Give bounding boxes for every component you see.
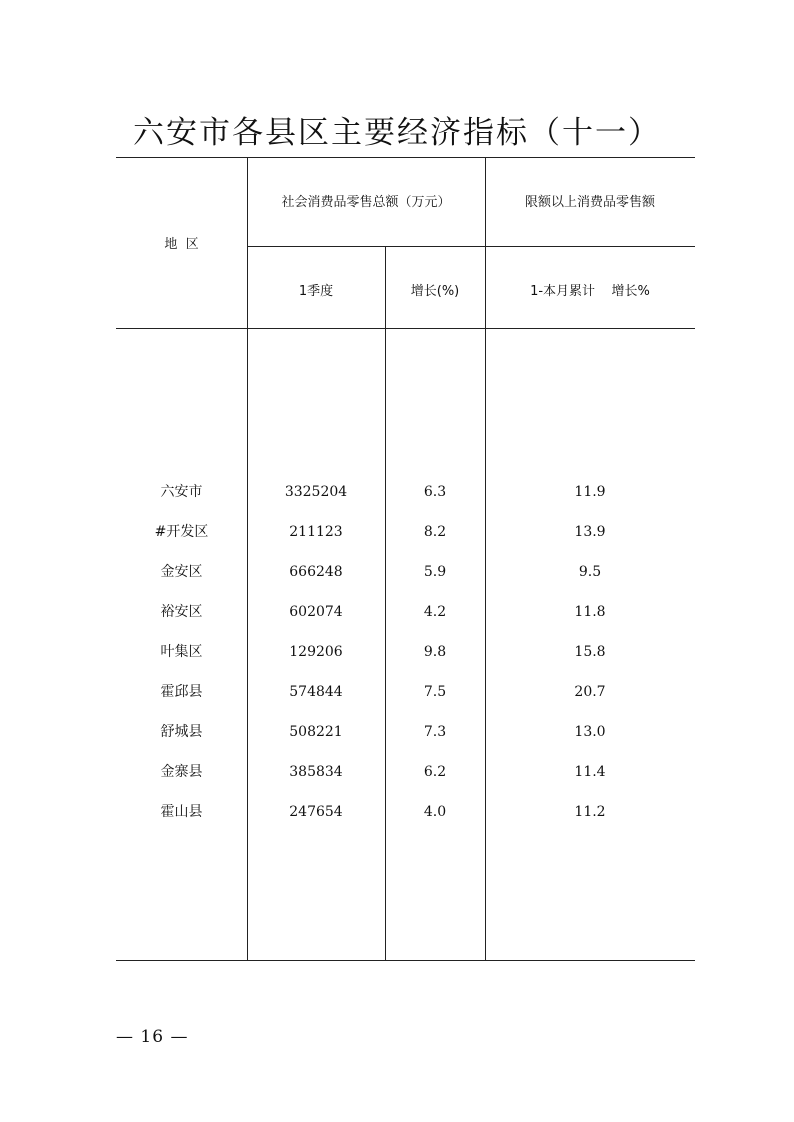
cell-cum-growth: 11.9 — [574, 484, 606, 500]
cell-region: #开发区 — [154, 524, 209, 540]
cell-q1: 129206 — [289, 644, 343, 660]
cell-cum-growth: 20.7 — [574, 684, 606, 700]
cell-q1: 574844 — [289, 684, 343, 700]
cell-region: 霍山县 — [160, 804, 203, 820]
table-bottom-border — [116, 960, 695, 961]
header-bottom-border — [116, 328, 695, 329]
cell-cum-growth: 11.2 — [574, 804, 606, 820]
column-divider-growth — [485, 157, 486, 961]
header-region: 地 区 — [164, 237, 199, 252]
cell-region: 叶集区 — [160, 644, 203, 660]
cell-growth: 4.2 — [423, 604, 447, 620]
header-q1: 1季度 — [298, 284, 334, 299]
column-divider-region — [247, 157, 248, 961]
cell-growth: 6.2 — [423, 764, 447, 780]
page-title: 六安市各县区主要经济指标（十一） — [133, 115, 661, 151]
header-retail-total: 社会消费品零售总额（万元） — [281, 195, 451, 210]
cell-growth: 4.0 — [423, 804, 447, 820]
cell-cum-growth: 15.8 — [574, 644, 606, 660]
cell-growth: 7.3 — [423, 724, 447, 740]
cell-region: 霍邱县 — [160, 684, 203, 700]
table-top-border — [116, 157, 695, 158]
header-growth: 增长(%) — [410, 284, 460, 299]
cell-growth: 5.9 — [423, 564, 447, 580]
header-retail-above: 限额以上消费品零售额 — [524, 195, 655, 210]
cell-region: 金安区 — [160, 564, 203, 580]
cell-q1: 508221 — [289, 724, 343, 740]
cell-growth: 6.3 — [423, 484, 447, 500]
cell-growth: 9.8 — [423, 644, 447, 660]
cell-region: 金寨县 — [160, 764, 203, 780]
cell-q1: 385834 — [289, 764, 343, 780]
cell-cum-growth: 13.9 — [574, 524, 606, 540]
cell-q1: 666248 — [289, 564, 343, 580]
cell-q1: 247654 — [289, 804, 343, 820]
cell-q1: 602074 — [289, 604, 343, 620]
cell-region: 舒城县 — [160, 724, 203, 740]
cell-cum-growth: 11.8 — [574, 604, 606, 620]
header-divider — [247, 246, 695, 247]
cell-cum-growth: 11.4 — [574, 764, 606, 780]
cell-cum-growth: 9.5 — [578, 564, 602, 580]
cell-q1: 3325204 — [284, 484, 348, 500]
cell-cum-growth: 13.0 — [574, 724, 606, 740]
header-cum-growth: 1-本月累计 增长% — [530, 284, 650, 299]
cell-region: 裕安区 — [160, 604, 203, 620]
cell-growth: 8.2 — [423, 524, 447, 540]
cell-region: 六安市 — [160, 484, 203, 500]
page-number: — 16 — — [116, 1027, 189, 1047]
cell-growth: 7.5 — [423, 684, 447, 700]
cell-q1: 211123 — [289, 524, 343, 540]
